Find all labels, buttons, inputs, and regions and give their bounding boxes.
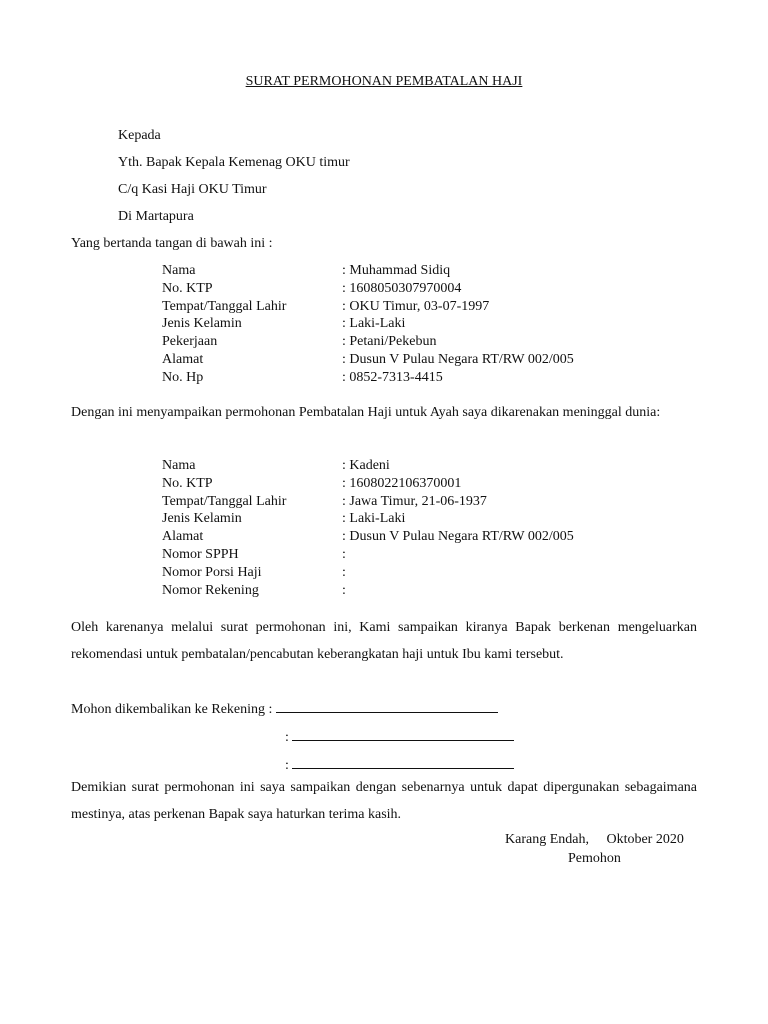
field-value: : Dusun V Pulau Negara RT/RW 002/005 bbox=[342, 351, 574, 367]
field-value: : Laki-Laki bbox=[342, 511, 406, 527]
request-paragraph: Dengan ini menyampaikan permohonan Pembatalan Haji untuk Ayah saya dikarenakan meninggal dunia: bbox=[71, 405, 661, 420]
field-label: Alamat bbox=[162, 351, 204, 367]
field-value: : Petani/Pekebun bbox=[342, 334, 437, 350]
field-value: : Laki-Laki bbox=[342, 316, 406, 332]
field-label: No. KTP bbox=[162, 475, 213, 491]
field-value: : 1608050307970004 bbox=[342, 280, 462, 296]
field-label: Nomor Rekening bbox=[162, 582, 259, 598]
refund-colon: : bbox=[285, 758, 289, 773]
refund-colon: : bbox=[285, 730, 289, 745]
field-value: : Muhammad Sidiq bbox=[342, 263, 451, 278]
field-value: : OKU Timur, 03-07-1997 bbox=[342, 298, 490, 314]
field-label: No. KTP bbox=[162, 280, 213, 296]
letter-title: SURAT PERMOHONAN PEMBATALAN HAJI bbox=[245, 74, 523, 89]
refund-account-blank bbox=[276, 699, 498, 713]
signature-place-date: Karang Endah, Oktober 2020 bbox=[505, 832, 684, 847]
field-value: : Jawa Timur, 21-06-1937 bbox=[342, 493, 487, 509]
field-label: Nomor Porsi Haji bbox=[162, 564, 262, 580]
address-attention: C/q Kasi Haji OKU Timur bbox=[118, 182, 267, 197]
refund-row-1 bbox=[71, 699, 498, 718]
refund-row-3 bbox=[285, 755, 514, 774]
recommendation-paragraph: Oleh karenanya melalui surat permohonan ini, Kami sampaikan kiranya Bapak berkenan mengeluarkan rekomendasi untuk pembatalan/pencabutan keberangkatan haji untuk Ibu kami tersebut. bbox=[71, 620, 697, 662]
refund-row-2 bbox=[285, 727, 514, 746]
field-label: Nama bbox=[162, 263, 196, 278]
address-location: Di Martapura bbox=[118, 209, 194, 224]
field-value: : 0852-7313-4415 bbox=[342, 369, 443, 385]
field-label: Nomor SPPH bbox=[162, 546, 239, 562]
field-label: Pekerjaan bbox=[162, 334, 218, 350]
intro-text: Yang bertanda tangan di bawah ini : bbox=[71, 236, 273, 251]
field-value: : bbox=[342, 582, 346, 598]
field-value: : Dusun V Pulau Negara RT/RW 002/005 bbox=[342, 529, 574, 545]
refund-account-blank bbox=[292, 755, 514, 769]
field-label: Tempat/Tanggal Lahir bbox=[162, 493, 287, 509]
field-label: Alamat bbox=[162, 529, 204, 545]
signature-role: Pemohon bbox=[568, 851, 621, 866]
address-recipient: Yth. Bapak Kepala Kemenag OKU timur bbox=[118, 155, 350, 170]
field-value: : 1608022106370001 bbox=[342, 475, 462, 491]
closing-paragraph: Demikian surat permohonan ini saya sampaikan dengan sebenarnya untuk dapat dipergunakan sebagaimana mestinya, atas perkenan Bapak saya haturkan terima kasih. bbox=[71, 780, 697, 822]
field-label: No. Hp bbox=[162, 369, 204, 385]
field-value: : bbox=[342, 564, 346, 580]
field-label: Nama bbox=[162, 458, 196, 473]
field-label: Jenis Kelamin bbox=[162, 316, 242, 332]
field-label: Tempat/Tanggal Lahir bbox=[162, 298, 287, 314]
field-label: Jenis Kelamin bbox=[162, 511, 242, 527]
address-recipient-prefix: Kepada bbox=[118, 128, 161, 143]
refund-label: Mohon dikembalikan ke Rekening : bbox=[71, 702, 273, 717]
field-value: : bbox=[342, 546, 346, 562]
refund-account-blank bbox=[292, 727, 514, 741]
field-value: : Kadeni bbox=[342, 458, 390, 473]
